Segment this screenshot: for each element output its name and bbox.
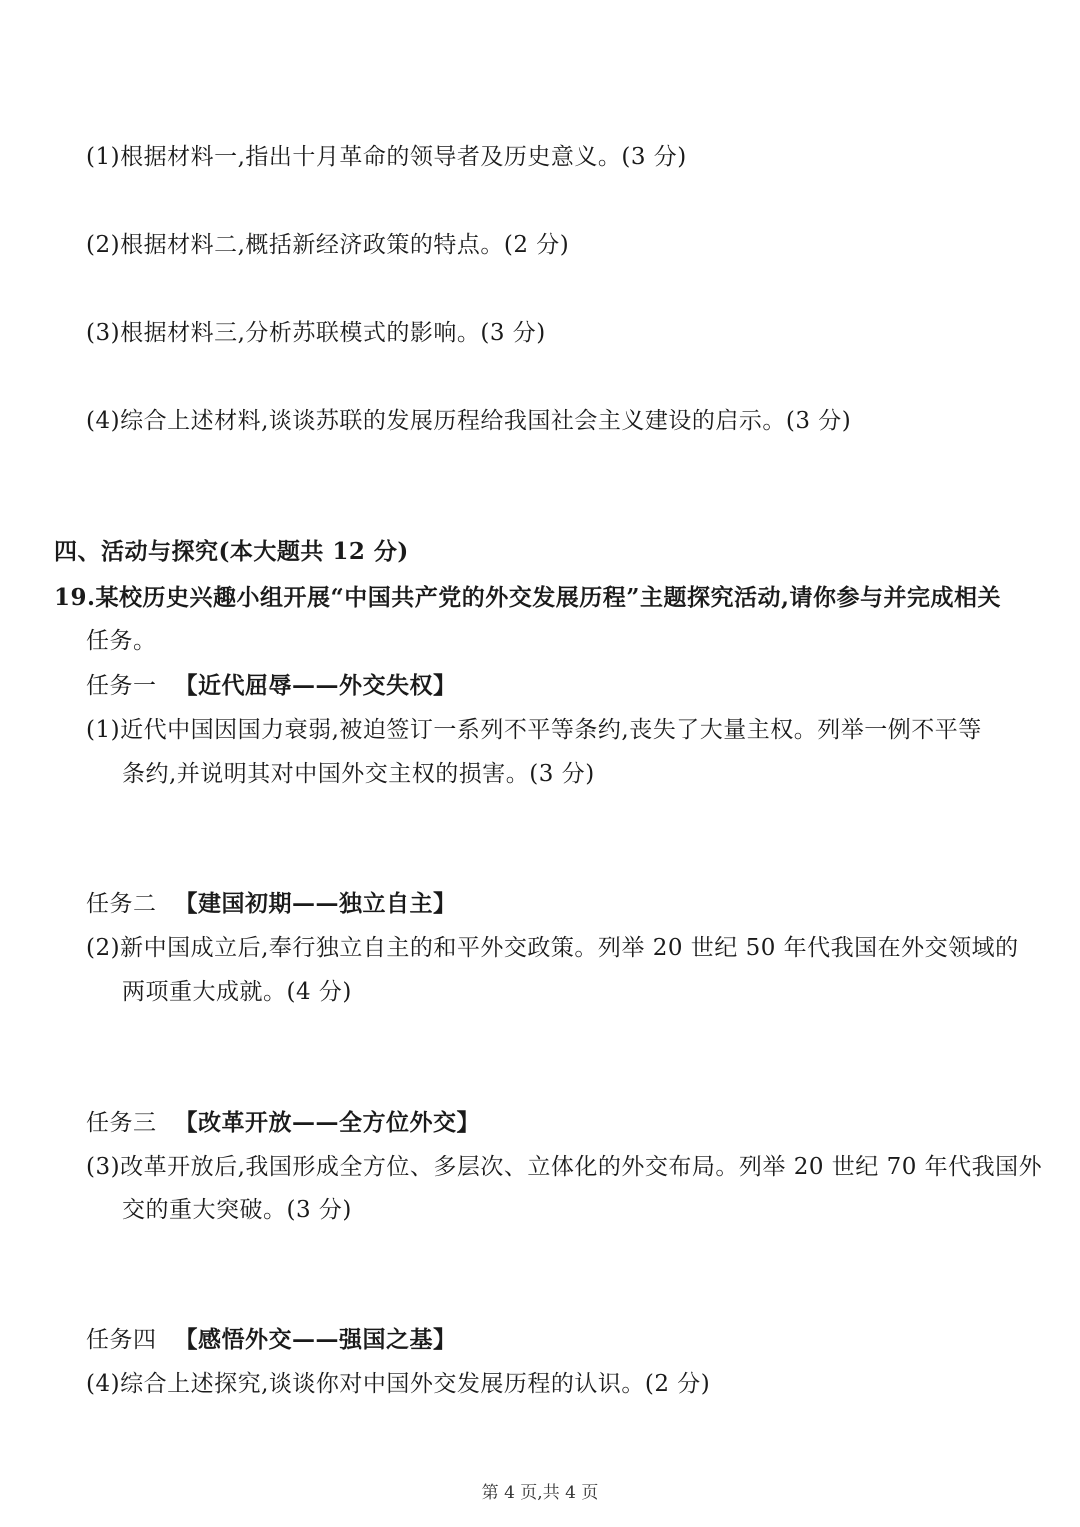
task-4-question-line1: (4)综合上述探究,谈谈你对中国外交发展历程的认识。(2 分): [86, 1371, 711, 1397]
question-18-2: (2)根据材料二,概括新经济政策的特点。(2 分): [86, 232, 570, 258]
task-title: 【建国初期——独立自主】: [174, 890, 457, 917]
task-title: 【感悟外交——强国之基】: [174, 1326, 457, 1353]
task-1-question-line1: (1)近代中国因国力衰弱,被迫签订一系列不平等条约,丧失了大量主权。列举一例不平等: [86, 717, 982, 743]
task-label: 任务二: [86, 891, 157, 917]
task-4-heading: [86, 1325, 457, 1355]
task-title: 【近代屈辱——外交失权】: [174, 672, 457, 699]
task-2-heading: [86, 889, 457, 919]
task-1-heading: [86, 671, 457, 701]
task-3-heading: [86, 1108, 480, 1138]
task-label: 任务一: [86, 673, 157, 699]
task-2-question-line2: 两项重大成就。(4 分): [122, 979, 352, 1005]
task-3-question-line2: 交的重大突破。(3 分): [122, 1197, 352, 1223]
task-label: 任务四: [86, 1327, 157, 1353]
task-label: 任务三: [86, 1110, 157, 1136]
question-18-1: (1)根据材料一,指出十月革命的领导者及历史意义。(3 分): [86, 144, 687, 170]
question-19-stem-line2: 任务。: [86, 628, 157, 654]
section-heading: 四、活动与探究(本大题共 12 分): [54, 538, 409, 565]
question-18-4: (4)综合上述材料,谈谈苏联的发展历程给我国社会主义建设的启示。(3 分): [86, 408, 852, 434]
task-3-question-line1: (3)改革开放后,我国形成全方位、多层次、立体化的外交布局。列举 20 世纪 70 年代我国外: [86, 1154, 1043, 1180]
task-title: 【改革开放——全方位外交】: [174, 1109, 480, 1136]
question-18-3: (3)根据材料三,分析苏联模式的影响。(3 分): [86, 320, 546, 346]
task-1-question-line2: 条约,并说明其对中国外交主权的损害。(3 分): [122, 761, 595, 787]
task-2-question-line1: (2)新中国成立后,奉行独立自主的和平外交政策。列举 20 世纪 50 年代我国在外交领域的: [86, 935, 1019, 961]
question-19-stem-line1: 19.某校历史兴趣小组开展“中国共产党的外交发展历程”主题探究活动,请你参与并完成相关: [54, 584, 1001, 611]
page-footer: 第 4 页,共 4 页: [481, 1483, 599, 1503]
